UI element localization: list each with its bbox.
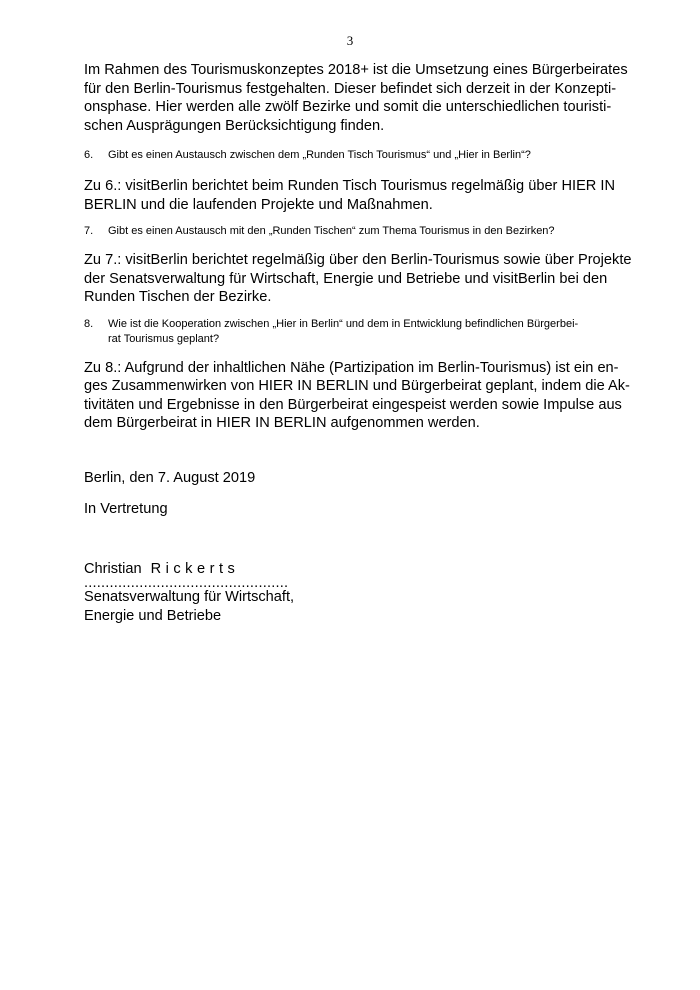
signatory-first-name: Christian — [84, 560, 142, 577]
signature-dotted-line: ................................................ — [84, 575, 289, 591]
intro-paragraph — [84, 61, 628, 135]
signature-block — [84, 560, 614, 626]
question-line: Gibt es einen Austausch zwischen dem „Runden Tisch Tourismus“ und „Hier in Berlin“? — [108, 149, 531, 161]
organisation-line: Senatsverwaltung für Wirtschaft, — [84, 589, 295, 605]
intro-line: Im Rahmen des Tourismuskonzeptes 2018+ ist die Umsetzung eines Bürgerbeirates — [84, 62, 628, 78]
answer-line: BERLIN und die laufenden Projekte und Maßnahmen. — [84, 196, 433, 213]
answer-line: ges Zusammenwirken von HIER IN BERLIN und Bürgerbeirat geplant, indem die Ak- — [84, 378, 630, 394]
answer-line: tivitäten und Ergebnisse in den Bürgerbeirat eingespeist werden sowie Impulse aus — [84, 396, 622, 413]
answer-line: dem Bürgerbeirat in HIER IN BERLIN aufgenommen werden. — [84, 415, 480, 431]
question-text — [108, 317, 614, 347]
question-6 — [84, 148, 614, 163]
in-vertretung: In Vertretung — [84, 501, 168, 517]
answer-line: Zu 6.: visitBerlin berichtet beim Runden Tisch Tourismus regelmäßig über HIER IN — [84, 178, 615, 194]
question-8 — [84, 317, 614, 347]
answer-6 — [84, 177, 614, 214]
answer-7 — [84, 251, 632, 307]
question-number: 6. — [84, 149, 94, 161]
answer-line: der Senatsverwaltung für Wirtschaft, Energie und Betriebe und visitBerlin bei den — [84, 270, 608, 287]
question-7 — [84, 224, 614, 239]
signatory-surname: Rickerts — [150, 560, 240, 577]
question-number: 8. — [84, 317, 94, 330]
page-number: 3 — [346, 33, 354, 48]
answer-8 — [84, 359, 630, 433]
answer-line: Runden Tischen der Bezirke. — [84, 289, 272, 305]
answer-line: Zu 8.: Aufgrund der inhaltlichen Nähe (Partizipation im Berlin-Tourismus) ist ein en- — [84, 359, 619, 376]
question-line: Wie ist die Kooperation zwischen „Hier in Berlin“ und dem in Entwicklung befindlichen Bürgerbei- — [108, 317, 579, 330]
question-number: 7. — [84, 225, 94, 237]
question-text — [108, 148, 614, 163]
intro-line: onsphase. Hier werden alle zwölf Bezirke und somit die unterschiedlichen touristi- — [84, 99, 612, 115]
intro-line: schen Ausprägungen Berücksichtigung finden. — [84, 117, 385, 134]
question-line: rat Tourismus geplant? — [108, 332, 220, 345]
answer-line: Zu 7.: visitBerlin berichtet regelmäßig über den Berlin-Tourismus sowie über Projekte — [84, 252, 632, 268]
organisation-line: Energie und Betriebe — [84, 607, 222, 624]
question-line: Gibt es einen Austausch mit den „Runden Tischen“ zum Thema Tourismus in den Bezirken? — [108, 225, 555, 237]
question-text — [108, 224, 614, 239]
date-line: Berlin, den 7. August 2019 — [84, 469, 256, 486]
intro-line: für den Berlin-Tourismus festgehalten. Dieser befindet sich derzeit in der Konzepti- — [84, 80, 617, 97]
document-body — [84, 61, 632, 625]
